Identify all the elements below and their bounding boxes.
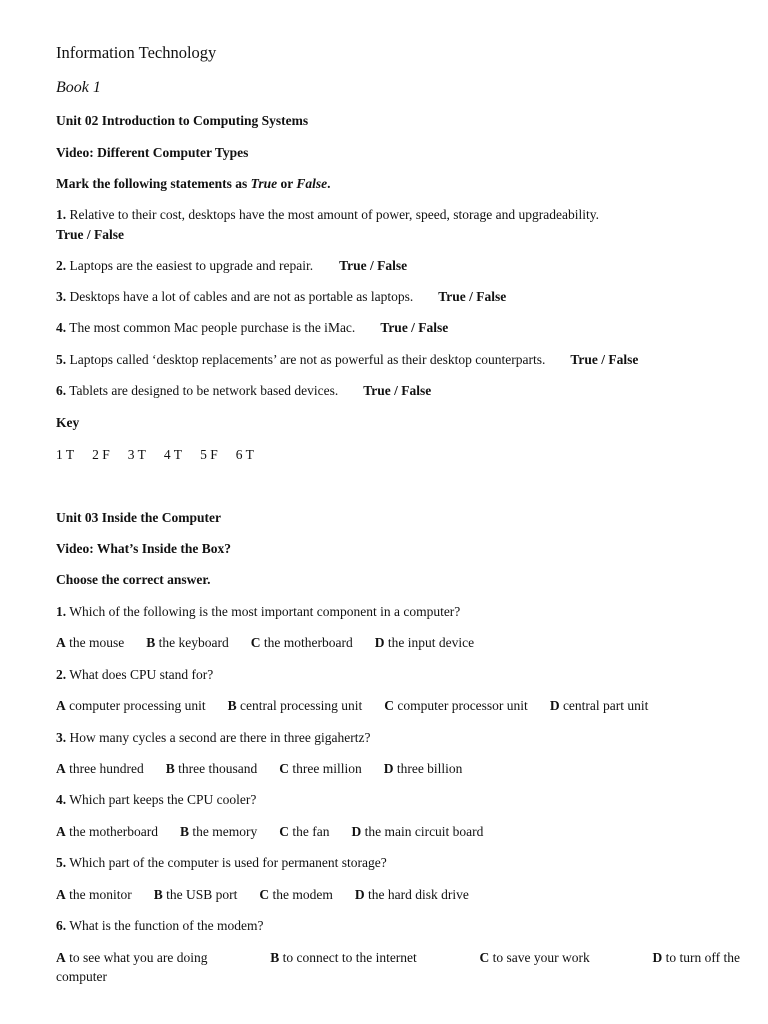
question-5-options [56, 887, 469, 903]
statement-5-true-false[interactable]: True / False [570, 352, 639, 367]
question-1: 1. Which of the following is the most important component in a computer? [56, 604, 461, 619]
statement-2-true-false[interactable]: True / False [339, 258, 408, 273]
unit2-heading: Unit 02 Introduction to Computing Systems [56, 113, 309, 128]
unit3-heading: Unit 03 Inside the Computer [56, 510, 222, 525]
statement-6-true-false[interactable]: True / False [363, 383, 432, 398]
document-title: Information Technology [56, 43, 217, 62]
answer-option[interactable]: C the modem [259, 887, 333, 902]
key-item: 2 F [92, 447, 110, 462]
question-4: 4. Which part keeps the CPU cooler? [56, 792, 257, 807]
answer-option[interactable]: B the keyboard [146, 635, 229, 650]
unit3-video-title: Video: What’s Inside the Box? [56, 541, 232, 556]
statement-4-true-false[interactable]: True / False [380, 320, 449, 335]
key-heading: Key [56, 415, 80, 430]
answer-option[interactable]: A the monitor [56, 887, 132, 902]
question-3: 3. How many cycles a second are there in three gigahertz? [56, 730, 371, 745]
answer-option[interactable]: A computer processing unit [56, 698, 206, 713]
answer-option[interactable]: C computer processor unit [384, 698, 528, 713]
statement-1: 1. Relative to their cost, desktops have the most amount of power, speed, storage and upgradeability. [56, 207, 599, 222]
question-3-options [56, 761, 462, 777]
unit3-instruction: Choose the correct answer. [56, 572, 211, 587]
answer-option[interactable]: A the mouse [56, 635, 125, 650]
book-label: Book 1 [56, 79, 101, 96]
key-item: 4 T [163, 447, 183, 462]
answer-option[interactable]: D central part unit [549, 698, 649, 713]
answer-option[interactable]: D the input device [374, 635, 475, 650]
answer-option[interactable]: C the fan [279, 824, 330, 839]
answer-option[interactable]: A three hundred [56, 761, 144, 776]
statement-2: 2. Laptops are the easiest to upgrade and repair. True / False [56, 258, 408, 273]
unit2-video-title: Video: Different Computer Types [56, 145, 249, 160]
answer-option[interactable]: A the motherboard [56, 824, 158, 839]
answer-option[interactable]: D the hard disk drive [354, 887, 469, 902]
answer-option[interactable]: D to turn off the [652, 950, 740, 965]
answer-option[interactable]: B central processing unit [227, 698, 363, 713]
answer-option[interactable]: D three billion [383, 761, 463, 776]
question-6-options [56, 950, 740, 966]
statement-1-true-false[interactable]: True / False [56, 227, 124, 242]
answer-option[interactable]: C to save your work [479, 950, 590, 965]
answer-option[interactable]: B to connect to the internet [270, 950, 417, 965]
statement-4: 4. The most common Mac people purchase is the iMac. True / False [56, 320, 449, 335]
key-item: 1 T [56, 447, 75, 462]
answer-option[interactable]: B the USB port [153, 887, 238, 902]
key-item: 3 T [127, 447, 146, 462]
answer-option[interactable]: A to see what you are doing [56, 950, 208, 965]
unit2-instruction: Mark the following statements as True or False. [56, 176, 331, 191]
statement-3-true-false[interactable]: True / False [438, 289, 507, 304]
question-5: 5. Which part of the computer is used for permanent storage? [56, 855, 387, 870]
key-item: 6 T [235, 447, 254, 462]
statement-3: 3. Desktops have a lot of cables and are not as portable as laptops. True / False [56, 289, 507, 304]
question-6: 6. What is the function of the modem? [56, 918, 264, 933]
statement-6: 6. Tablets are designed to be network based devices. True / False [56, 383, 432, 398]
statement-5: 5. Laptops called ‘desktop replacements’ are not as powerful as their desktop counterparts. True / False [56, 352, 639, 367]
question-2: 2. What does CPU stand for? [56, 667, 214, 682]
answer-option[interactable]: B the memory [179, 824, 258, 839]
answer-option[interactable]: C three million [279, 761, 362, 776]
question-6-option-d-continuation: computer [56, 969, 107, 984]
answer-option[interactable]: C the motherboard [250, 635, 353, 650]
question-4-options [56, 824, 483, 840]
question-1-options [56, 635, 474, 651]
key-item: 5 F [200, 447, 218, 462]
answer-option[interactable]: B three thousand [165, 761, 258, 776]
answer-option[interactable]: D the main circuit board [351, 824, 484, 839]
question-2-options [56, 698, 648, 714]
answer-key [56, 447, 272, 463]
